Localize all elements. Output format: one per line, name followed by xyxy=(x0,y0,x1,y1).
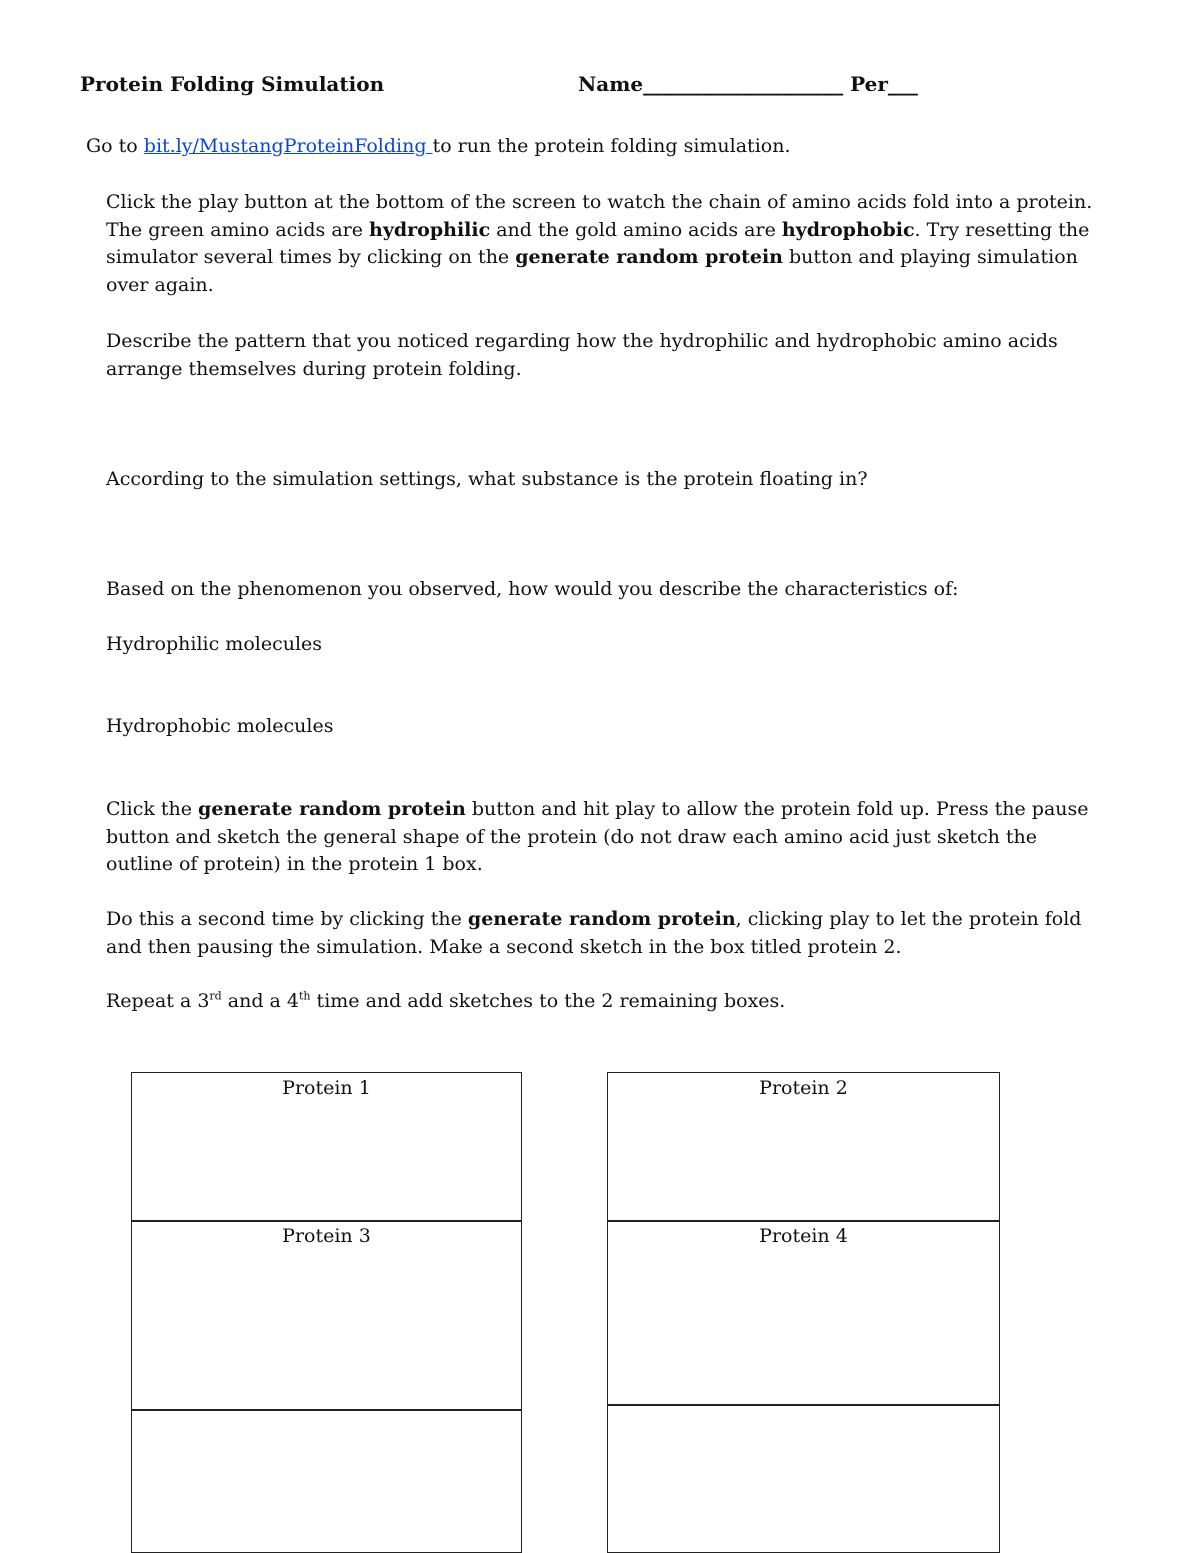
item-hydrophobic: Hydrophobic molecules xyxy=(106,715,334,737)
bold-hydrophilic: hydrophilic xyxy=(369,218,491,241)
text-run: Click the xyxy=(106,798,199,820)
text-run: Click the play button at the bottom of the screen to watch the chain of amino acids fold into a protein. The green amino acids are xyxy=(106,191,1093,241)
superscript-rd: rd xyxy=(209,989,222,1003)
question-substance: According to the simulation settings, what substance is the protein floating in? xyxy=(106,468,868,490)
text-run: Repeat a 3 xyxy=(106,990,210,1012)
item-hydrophilic: Hydrophilic molecules xyxy=(106,633,323,655)
text-run: time and add sketches to the 2 remaining boxes. xyxy=(310,990,786,1012)
name-period-field: Name____________________ Per___ xyxy=(578,72,918,96)
sketch-instructions-2 xyxy=(106,906,1106,961)
protein-4-box[interactable] xyxy=(607,1220,1000,1406)
bold-generate-random-protein: generate random protein xyxy=(467,908,736,930)
simulation-link[interactable]: bit.ly/MustangProteinFolding xyxy=(143,135,433,157)
protein-1-box[interactable] xyxy=(131,1072,522,1222)
text-run: and a 4 xyxy=(221,990,299,1012)
intro-prefix: Go to xyxy=(86,135,144,157)
text-run: and the gold amino acids are xyxy=(490,218,782,241)
text-run: button and hit play to allow the protein fold up. Press the pause button and sketch the general shape of the protein (do not draw each amino acid just sketch the outline of protein) in the protein 1 box. xyxy=(106,798,1089,875)
page-title: Protein Folding Simulation xyxy=(80,72,385,96)
protein-2-box[interactable] xyxy=(607,1072,1000,1222)
question-pattern: Describe the pattern that you noticed regarding how the hydrophilic and hydrophobic amino acids arrange themselves during protein folding. xyxy=(106,330,1058,380)
protein-2-label: Protein 2 xyxy=(759,1077,848,1099)
text-run: , clicking play to let the protein fold and then pausing the simulation. Make a second sketch in the box titled protein 2. xyxy=(106,908,1082,958)
text-run: Do this a second time by clicking the xyxy=(106,908,468,930)
blank-box-right[interactable] xyxy=(607,1404,1000,1553)
instructions-paragraph xyxy=(106,189,1106,299)
protein-3-label: Protein 3 xyxy=(282,1225,371,1247)
question-characteristics: Based on the phenomenon you observed, how would you describe the characteristics of: xyxy=(106,578,959,600)
intro-line xyxy=(86,135,790,157)
text-run: button and playing simulation over again. xyxy=(106,246,1078,296)
sketch-instructions-1 xyxy=(106,796,1106,879)
repeat-instructions xyxy=(106,988,1106,1016)
protein-4-label: Protein 4 xyxy=(759,1225,848,1247)
superscript-th: th xyxy=(299,989,311,1003)
protein-1-label: Protein 1 xyxy=(282,1077,371,1099)
text-run: . Try resetting the simulator several times by clicking on the xyxy=(106,218,1090,268)
bold-generate-random-protein: generate random protein xyxy=(515,246,783,268)
protein-3-box[interactable] xyxy=(131,1220,522,1411)
blank-box-left[interactable] xyxy=(131,1409,522,1553)
bold-hydrophobic: hydrophobic xyxy=(781,218,915,241)
bold-generate-random-protein: generate random protein xyxy=(198,798,466,820)
intro-suffix: to run the protein folding simulation. xyxy=(432,135,791,157)
